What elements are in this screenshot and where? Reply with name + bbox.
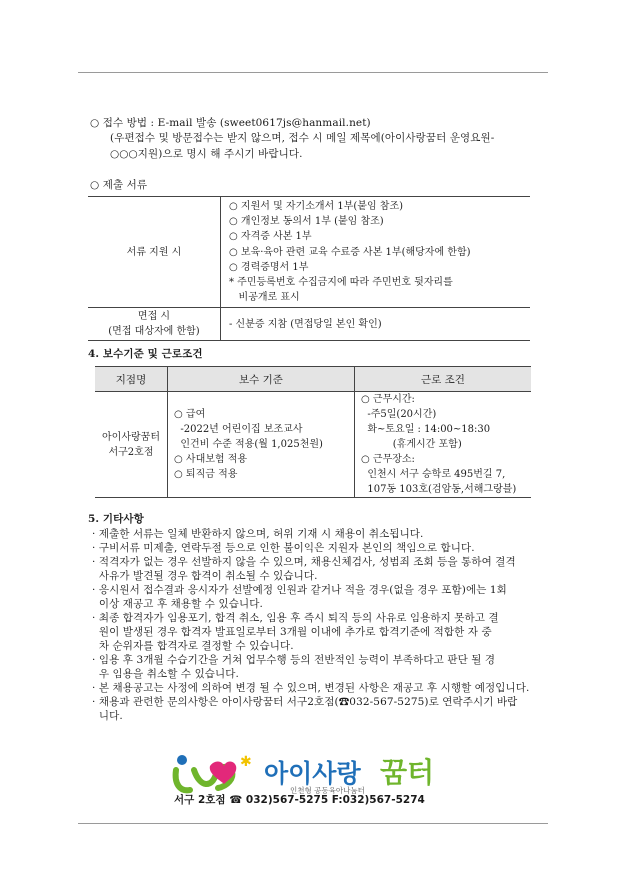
branch-cell: [95, 392, 168, 498]
document-item: ○ 지원서 및 자기소개서 1부(붙임 참조): [229, 201, 404, 212]
note-line: · 최종 합격자가 임용포기, 합격 취소, 임용 후 즉시 퇴직 등의 사유로 임용하지 못하고 결: [92, 612, 499, 624]
note-line: · 적격자가 없는 경우 선발하지 않을 수 있으며, 채용신체검사, 성범죄 조회 등을 통하여 결격: [92, 556, 516, 568]
note-line: · 구비서류 미제출, 연락두절 등으로 인한 불이익은 지원자 본인의 책임으로 합니다.: [92, 542, 475, 554]
branch-name-line2: 서구2호점: [108, 446, 154, 458]
work-item: 인천시 서구 승학로 495번길 7,: [361, 469, 506, 480]
note-line: · 응시원서 접수결과 응시자가 선발예정 인원과 같거나 적을 경우(없을 경우 포함)에는 1회: [92, 584, 507, 596]
interview-label-line1: 면접 시: [137, 311, 171, 323]
work-cell: [355, 392, 532, 498]
work-item: -주5일(20시간): [361, 409, 437, 420]
logo-contact: 서구 2호점 ☎ 032)567-5275 F:032)567-5274: [174, 794, 425, 806]
note-line: 이상 재공고 후 채용할 수 있습니다.: [92, 598, 263, 610]
header-pay: 보수 기준: [168, 367, 355, 392]
note-line: 니다.: [92, 710, 123, 722]
compensation-heading: 4. 보수기준 및 근로조건: [88, 348, 203, 360]
note-line: 원이 발생된 경우 합격자 발표일로부터 3개월 이내에 추가로 합격기준에 적합한 자 중: [92, 626, 492, 638]
note-line: 사유가 발견될 경우 합격이 취소될 수 있습니다.: [92, 570, 318, 582]
application-method: ○ 접수 방법 : E-mail 발송 (sweet0617js@hanmail.net): [90, 117, 371, 129]
documents-row-application: [88, 197, 530, 308]
note-line: · 채용과 관련한 문의사항은 아이사랑꿈터 서구2호점(☎032-567-5275)로 연락주시기 바랍: [92, 696, 518, 708]
note-line: 우 임용을 취소할 수 있습니다.: [92, 668, 239, 680]
document-item: ○ 경력증명서 1부: [229, 261, 309, 273]
logo-subtitle: 인천형 공동육아나눔터: [290, 786, 365, 795]
application-note-line2: ○○○지원)으로 명시 해 주시기 바랍니다.: [110, 148, 303, 160]
pay-item: ○ 사대보험 적용: [174, 454, 248, 465]
header-branch: 지점명: [95, 367, 168, 392]
compensation-header-row: [95, 367, 531, 392]
logo-name-part2: 꿈터: [380, 756, 435, 789]
compensation-row: [95, 392, 531, 498]
documents-items-interview: [221, 308, 531, 341]
document-item: * 주민등록번호 수집금지에 따라 주민번호 뒷자리를: [229, 277, 453, 289]
logo-name-part1: 아이사랑: [264, 759, 361, 788]
svg-text:✱: ✱: [240, 754, 252, 770]
work-item: 화~토요일 : 14:00~18:30: [361, 424, 491, 435]
work-item: ○ 근무시간:: [361, 394, 415, 405]
document-item: ○ 자격증 사본 1부: [229, 231, 312, 243]
documents-label-interview: [88, 308, 221, 341]
note-line: 차 순위자를 합격자로 결정할 수 있습니다.: [92, 640, 294, 652]
pay-item: ○ 퇴직금 적용: [174, 469, 238, 480]
compensation-table: [95, 366, 531, 498]
interview-label-line2: (면접 대상자에 한함): [108, 326, 200, 338]
other-heading: 5. 기타사항: [88, 513, 144, 525]
document-item: 비공개로 표시: [229, 292, 300, 304]
pay-item: -2022년 어린이집 보조교사: [174, 424, 303, 435]
pay-item: ○ 급여: [174, 409, 206, 420]
top-rule: [78, 72, 548, 73]
other-notes: [92, 527, 529, 723]
document-item: ○ 개인정보 동의서 1부 (붙임 참조): [229, 216, 384, 228]
logo-mark-icon: [176, 754, 252, 790]
header-work: 근로 조건: [355, 367, 532, 392]
documents-heading: ○ 제출 서류: [90, 179, 148, 191]
note-line: · 제출한 서류는 일체 반환하지 않으며, 허위 기재 시 채용이 취소됩니다.: [92, 528, 424, 540]
documents-label-application: 서류 지원 시: [88, 197, 221, 308]
branch-name-line1: 아이사랑꿈터: [102, 431, 160, 443]
documents-items-application: [221, 197, 531, 308]
pay-cell: [168, 392, 355, 498]
document-item: ○ 보육·육아 관련 교육 수료증 사본 1부(해당자에 한함): [229, 246, 471, 258]
bottom-rule: [78, 823, 548, 824]
work-item: (휴게시간 포함): [361, 439, 462, 450]
work-item: 107동 103호(검암동,서해그랑블): [361, 484, 517, 495]
work-item: ○ 근무장소:: [361, 454, 415, 465]
documents-table: [88, 196, 530, 341]
note-line: · 본 채용공고는 사정에 의하여 변경 될 수 있으며, 변경된 사항은 재공고 후 시행할 예정입니다.: [92, 682, 530, 694]
application-note-line1: (우편접수 및 방문접수는 받지 않으며, 접수 시 메일 제목에(아이사랑꿈터 운영요원-: [110, 132, 495, 144]
documents-row-interview: [88, 308, 530, 341]
document-item: - 신분증 지참 (면접당일 본인 확인): [229, 318, 382, 330]
note-line: · 임용 후 3개월 수습기간을 거쳐 업무수행 등의 전반적인 능력이 부족하다고 판단 될 경: [92, 654, 496, 666]
pay-item: 인건비 수준 적용(월 1,025천원): [174, 439, 323, 450]
